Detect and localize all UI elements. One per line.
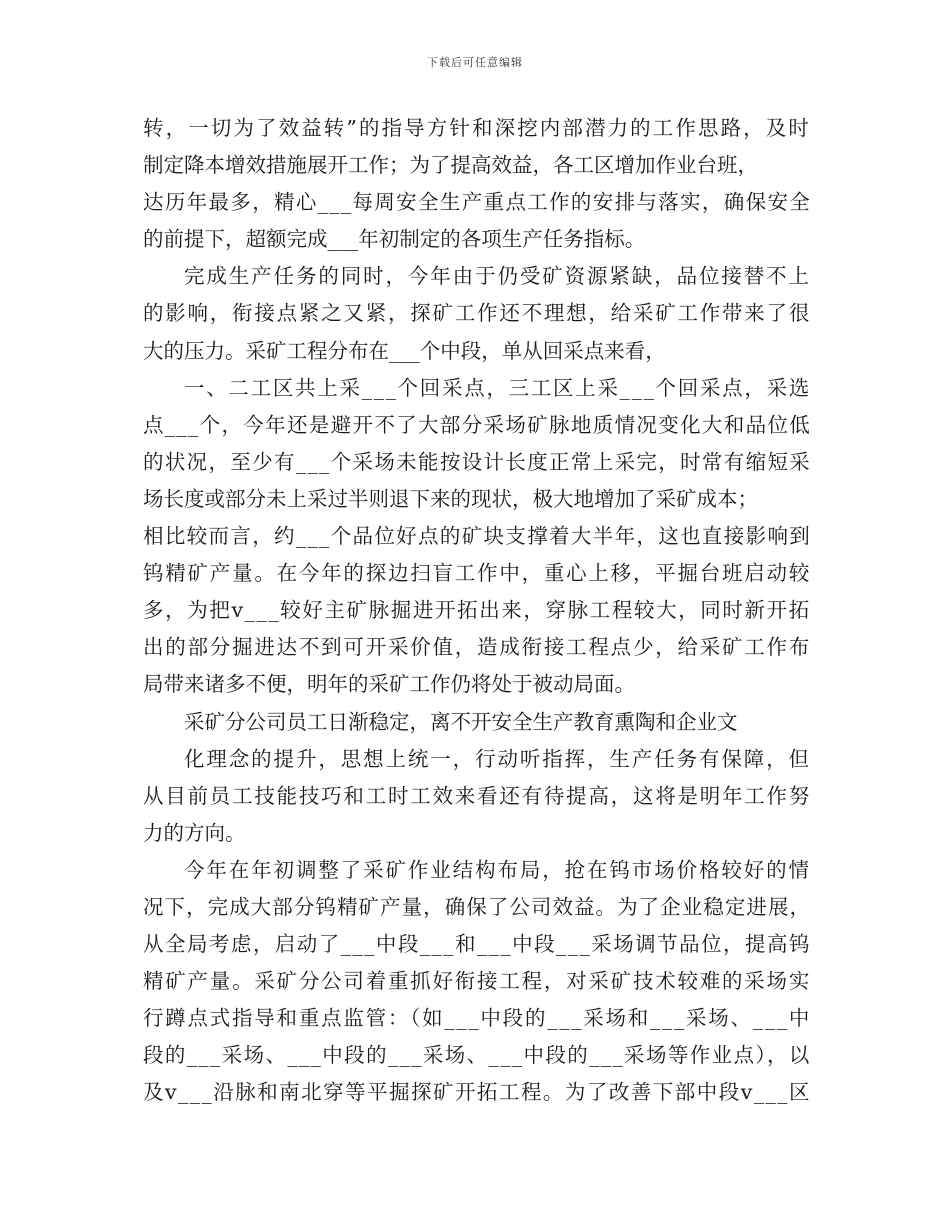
paragraph-line: 钨精矿产量。在今年的探边扫盲工作中，重心上移，平掘台班启动较 [143,561,812,586]
paragraph-line: 采矿分公司员工日渐稳定，离不开安全生产教育熏陶和企业文 [184,709,738,734]
paragraph-line: 力的方向。 [143,820,246,845]
paragraph-line: 相比较而言，约___个品位好点的矿块支撑着大半年，这也直接影响到 [143,524,812,549]
paragraph-line: 大的压力。采矿工程分布在___个中段，单从回采点来看， [143,338,666,363]
paragraph-line: 场长度或部分未上采过半则退下来的现状，极大地增加了采矿成本； [143,486,758,511]
page-header: 下载后可任意编辑 [427,56,523,69]
paragraph-line: 况下，完成大部分钨精矿产量，确保了公司效益。为了企业稳定进展， [143,894,812,919]
paragraph-line: 从全局考虑，启动了___中段___和___中段___采场调节品位，提高钨 [143,932,811,957]
document-body [143,110,811,1112]
paragraph-line: 出的部分掘进达不到可开采价值，造成衔接工程点少，给采矿工作布 [143,635,812,660]
paragraph-line: 制定降本增效措施展开工作；为了提高效益，各工区增加作业台班， [143,153,758,178]
paragraph-line: 一、二工区共上采___个回采点，三工区上采___个回采点，采选 [184,375,812,400]
paragraph-line: 精矿产量。采矿分公司着重抓好衔接工程，对采矿技术较难的采场实 [143,969,812,994]
paragraph-line: 段的___采场、___中段的___采场、___中段的___采场等作业点），以 [143,1043,811,1068]
paragraph-line: 转，一切为了效益转”的指导方针和深挖内部潜力的工作思路，及时 [143,116,811,140]
paragraph-line: 今年在年初调整了采矿作业结构布局，抢在钨市场价格较好的情 [184,857,811,882]
paragraph-line: 行蹲点式指导和重点监管：（如___中段的___采场和___采场、___中 [143,1006,812,1031]
paragraph-line: 达历年最多，精心___每周安全生产重点工作的安排与落实，确保安全 [143,190,812,215]
paragraph-line: 从目前员工技能技巧和工时工效来看还有待提高，这将是明年工作努 [143,783,812,808]
paragraph-line: 的前提下，超额完成___年初制定的各项生产任务指标。 [143,227,646,252]
paragraph-line: 化理念的提升，思想上统一，行动听指挥，生产任务有保障，但 [184,746,811,771]
paragraph-line: 完成生产任务的同时，今年由于仍受矿资源紧缺，品位接替不上 [184,264,811,289]
paragraph-line: 的影响，衔接点紧之又紧，探矿工作还不理想，给采矿工作带来了很 [143,301,812,326]
paragraph-line: 的状况，至少有___个采场未能按设计长度正常上采完，时常有缩短采 [143,449,812,474]
paragraph-line: 及v___沿脉和南北穿等平掘探矿开拓工程。为了改善下部中段v___区 [143,1080,811,1105]
paragraph-line: 局带来诸多不便，明年的采矿工作仍将处于被动局面。 [143,672,635,697]
paragraph-line: 多，为把v___较好主矿脉掘进开拓出来，穿脉工程较大，同时新开拓 [143,598,811,623]
paragraph-line: 点___个，今年还是避开不了大部分采场矿脉地质情况变化大和品位低 [143,412,812,437]
